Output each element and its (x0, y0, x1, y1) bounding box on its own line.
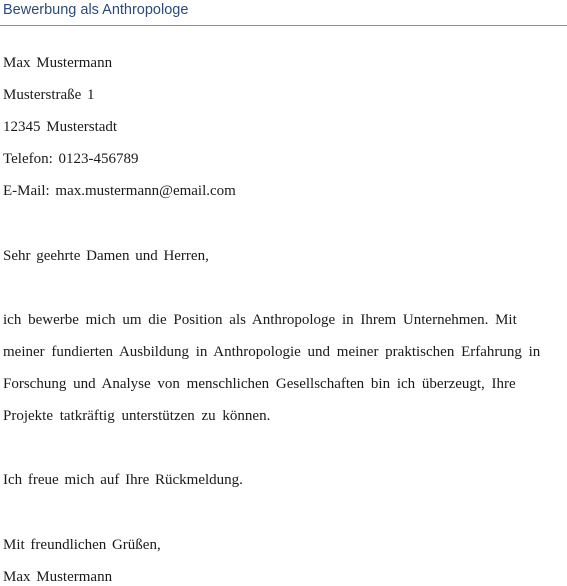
closing-greeting: Mit freundlichen Grüßen, (3, 537, 161, 553)
body-line-3: Forschung und Analyse von menschlichen Gesellschaften bin ich überzeugt, Ihre (3, 376, 516, 392)
sender-email: E-Mail: max.mustermann@email.com (3, 183, 236, 199)
sender-name: Max Mustermann (3, 55, 113, 71)
sender-phone: Telefon: 0123-456789 (3, 151, 139, 167)
salutation: Sehr geehrte Damen und Herren, (3, 248, 209, 264)
body-line-1: ich bewerbe mich um die Position als Anthropologe in Ihrem Unternehmen. Mit (3, 312, 517, 328)
body-line-4: Projekte tatkräftig unterstützen zu können. (3, 408, 271, 424)
sender-street: Musterstraße 1 (3, 87, 95, 103)
document-title: Bewerbung als Anthropologe (3, 2, 189, 18)
sender-city: 12345 Musterstadt (3, 119, 118, 135)
title-divider (0, 25, 567, 26)
body-line-2: meiner fundierten Ausbildung in Anthropologie und meiner praktischen Erfahrung in (3, 344, 541, 360)
signature-name: Max Mustermann (3, 569, 113, 585)
closing-paragraph: Ich freue mich auf Ihre Rückmeldung. (3, 472, 243, 488)
